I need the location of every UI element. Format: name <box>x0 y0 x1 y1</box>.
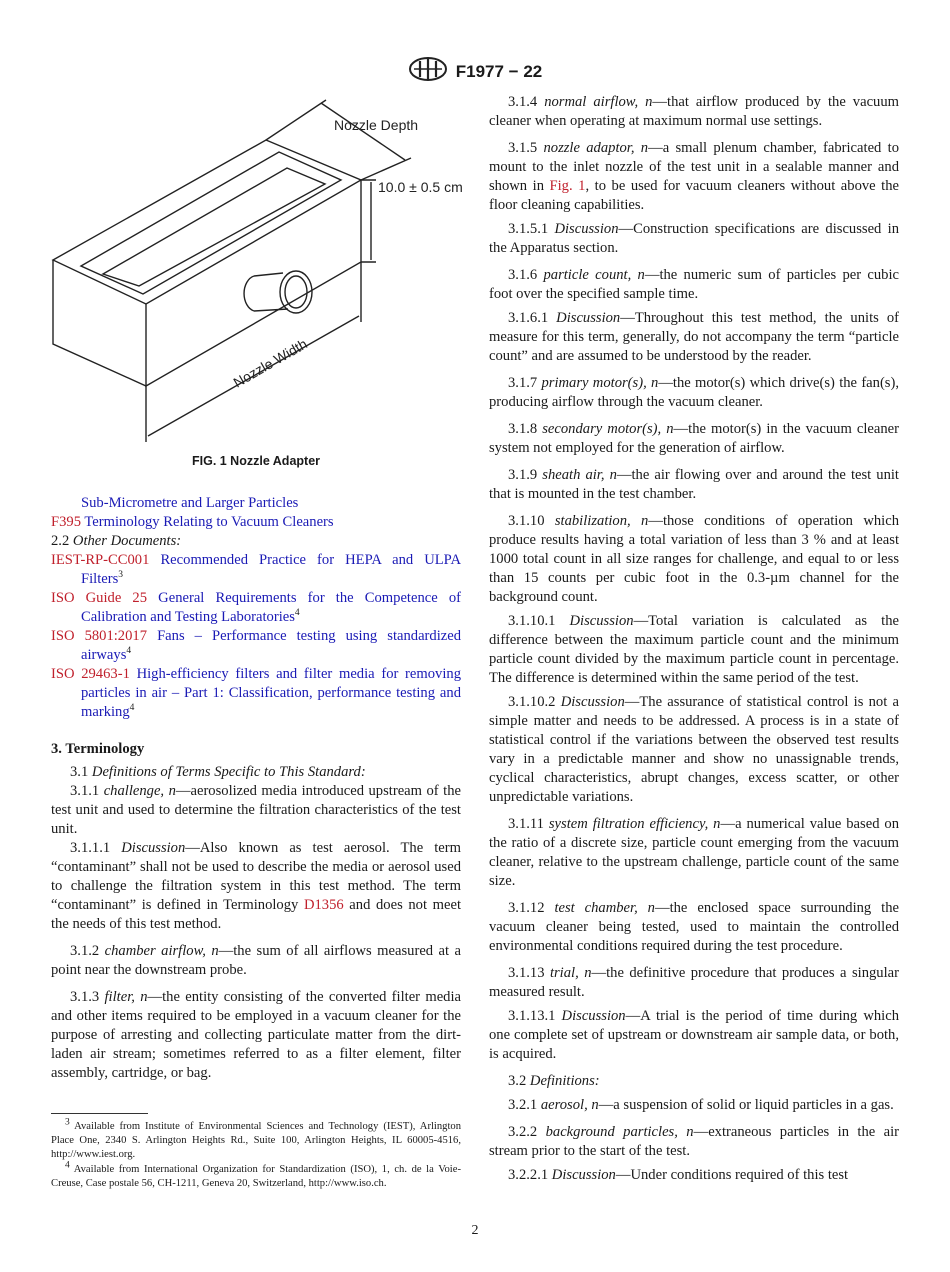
astm-logo-icon <box>408 56 448 87</box>
para-3-1-5: 3.1.5 nozzle adaptor, n—a small plenum chamber, fabricated to mount to the inlet nozzle of the test unit in a sealable manner and shown in Fig. 1, to be used for vacuum cleaners without above the floor cleaning capabilities. <box>489 140 899 213</box>
figure-caption: FIG. 1 Nozzle Adapter <box>191 454 321 468</box>
figure-nozzle-adapter <box>51 96 461 466</box>
footnote-3: $^3$ Available from Institute of Environmental Sciences and Technology (IEST), Arlington Place One, 2340 S. Arlington Heights Rd., Suite 100, Arlington Heights, IL 60005-4516, http://www.iest.org. <box>51 1117 461 1160</box>
para-3-1-3: 3.1.3 filter, n—the entity consisting of the converted filter media and other items required to be employed in a vacuum cleaner for the purpose of arresting and collecting particulate matter from the dirt-laden air stream; sometimes referred to as a filter element, filter assembly, cartridge, or bag. <box>51 989 461 1081</box>
page-header <box>0 56 950 87</box>
right-column <box>489 93 899 1190</box>
para-3-1: 3.1 Definitions of Terms Specific to This Standard: <box>70 764 366 780</box>
footnote-rule <box>51 1113 148 1114</box>
label-height: 10.0 ± 0.5 cm <box>378 179 463 195</box>
para-3-2: 3.2 Definitions: <box>508 1073 600 1089</box>
para-3-1-8: 3.1.8 secondary motor(s), n—the motor(s) in the vacuum cleaner system not employed for the generation of airflow. <box>489 421 899 456</box>
footnote-4: $^4$ Available from International Organization for Standardization (ISO), 1, ch. de la Voie-Creuse, Case postale 56, CH-1211, Geneva 20, Switzerland, http://www.iso.ch. <box>51 1160 461 1189</box>
ref-continuation[interactable]: Sub-Micrometre and Larger Particles <box>81 495 299 511</box>
link-d1356[interactable]: D1356 <box>303 897 344 913</box>
left-column <box>51 96 461 1192</box>
ref-iso-guide-25[interactable]: ISO Guide 25 General Requirements for the Competence of Calibration and Testing Laboratories$^4$ <box>51 590 461 625</box>
ref-f395[interactable]: F395 Terminology Relating to Vacuum Cleaners <box>51 514 334 530</box>
link-fig-1[interactable]: Fig. 1 <box>549 178 586 194</box>
para-3-1-12: 3.1.12 test chamber, n—the enclosed space surrounding the vacuum cleaner being tested, used to maintain the controlled environmental conditions required during the test procedure. <box>489 900 899 954</box>
nozzle-adapter-drawing <box>51 96 471 446</box>
section-2-2: 2.2 Other Documents: <box>51 533 182 549</box>
label-nozzle-width: Nozzle Width <box>230 335 310 391</box>
para-3-1-10-2: 3.1.10.2 Discussion—The assurance of statistical control is not a simple matter and needs to be addressed. A process is in a state of statistical control if the variations between the observed test results vary in a predictable manner and show no unassignable trends, cyclical characteristics, abrupt changes, excess scatter, or other unpredictable variations. <box>489 694 900 805</box>
para-3-1-6: 3.1.6 particle count, n—the numeric sum of particles per cubic foot over the specified sample time. <box>489 267 899 302</box>
standard-number: F1977 − 22 <box>455 61 543 81</box>
para-3-1-10: 3.1.10 stabilization, n—those conditions of operation which produce results having a total variation of less than 3 % and at least 1000 total count in all size ranges for challenge, and equal to or less than 15 counts per cubic foot in the 0.3-µm channel for the background count. <box>489 513 899 605</box>
section-3-heading: 3. Terminology <box>51 741 145 757</box>
para-3-1-9: 3.1.9 sheath air, n—the air flowing over and around the test unit that is mounted in the test chamber. <box>489 467 899 502</box>
para-3-1-4: 3.1.4 normal airflow, n—that airflow produced by the vacuum cleaner when operating at maximum normal use settings. <box>489 94 899 129</box>
para-3-1-1: 3.1.1 challenge, n—aerosolized media introduced upstream of the test unit and used to determine the filtration characteristics of the test unit. <box>51 783 461 837</box>
ref-iso-5801[interactable]: ISO 5801:2017 Fans – Performance testing using standardized airways$^4$ <box>51 628 462 663</box>
ref-iso-29463[interactable]: ISO 29463-1 High-efficiency filters and filter media for removing particles in air – Part 1: Classification, performance testing and marking$^4$ <box>51 666 461 720</box>
para-3-1-10-1: 3.1.10.1 Discussion—Total variation is calculated as the difference between the maximum particle count and the minimum particle count divided by the maximum particle count in percentage. The difference is determined within the same period of the test. <box>489 613 899 686</box>
para-3-1-5-1: 3.1.5.1 Discussion—Construction specifications are discussed in the Apparatus section. <box>489 221 899 256</box>
para-3-1-6-1: 3.1.6.1 Discussion—Throughout this test method, the units of measure for this term, generally, do not accompany the term “particle count” and are assumed to be understood by the reader. <box>489 310 899 364</box>
para-3-1-13-1: 3.1.13.1 Discussion—A trial is the period of time during which one complete set of upstream or downstream air sample data, or both, is acquired. <box>489 1008 899 1062</box>
ref-iest[interactable]: IEST-RP-CC001 Recommended Practice for HEPA and ULPA Filters$^3$ <box>51 552 461 587</box>
page-number: 2 <box>471 1223 479 1238</box>
para-3-2-2-1: 3.2.2.1 Discussion—Under conditions required of this test <box>508 1167 849 1183</box>
para-3-1-13: 3.1.13 trial, n—the definitive procedure that produces a singular measured result. <box>489 965 899 1000</box>
para-3-1-2: 3.1.2 chamber airflow, n—the sum of all airflows measured at a point near the downstream probe. <box>51 943 461 978</box>
para-3-2-2: 3.2.2 background particles, n—extraneous particles in the air stream prior to the start of the test. <box>489 1124 900 1159</box>
para-3-1-1-1: 3.1.1.1 Discussion—Also known as test aerosol. The term “contaminant” shall not be used to describe the media or aerosol used to challenge the filtration system in this test method. The term “contaminant” is defined in Terminology D1356 and does not meet the needs of this test method. <box>51 840 461 932</box>
label-nozzle-depth: Nozzle Depth <box>334 117 419 133</box>
para-3-2-1: 3.2.1 aerosol, n—a suspension of solid or liquid particles in a gas. <box>508 1097 894 1113</box>
para-3-1-7: 3.1.7 primary motor(s), n—the motor(s) which drive(s) the fan(s), producing airflow through the vacuum cleaner. <box>489 375 899 410</box>
para-3-1-11: 3.1.11 system filtration efficiency, n—a numerical value based on the ratio of a discrete size, particle count emerging from the vacuum cleaner, relative to the upstream challenge, particle count of the same size. <box>489 816 899 889</box>
